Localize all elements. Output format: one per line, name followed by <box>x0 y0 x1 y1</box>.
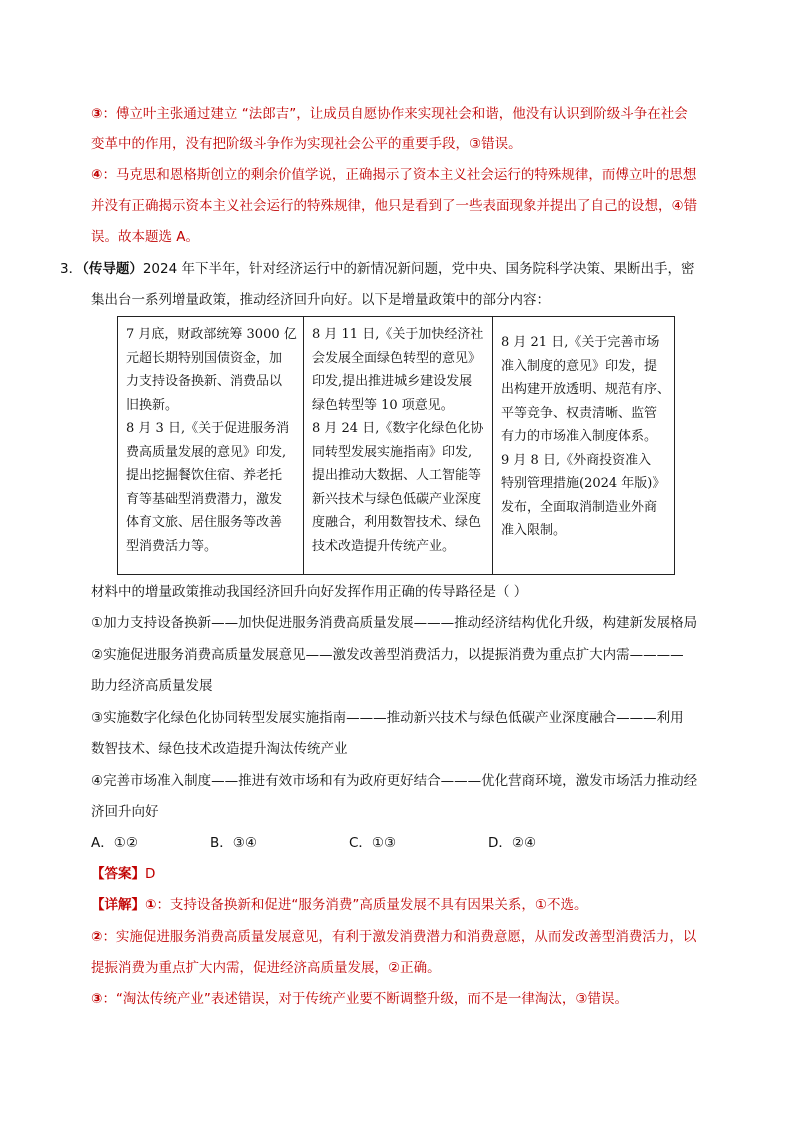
material-line: 8 月 24 日,《数字化绿色化协 <box>312 421 484 436</box>
material-line: 力支持设备换新、消费品以 <box>126 374 283 389</box>
answer-label: 【答案】 <box>91 866 145 882</box>
explanation-text: ：实施促进服务消费高质量发展意见，有利于激发消费潜力和消费意愿，从而发改善型消费活力，以 <box>102 929 697 945</box>
question-stem-line-2: 集出台一系列增量政策，推动经济回升向好。以下是增量政策中的部分内容： <box>91 292 550 308</box>
option-2-line-2: 助力经济高质量发展 <box>91 678 213 694</box>
material-line: 准入制度的意见》印发，提 <box>501 358 658 374</box>
option-3-line-1: ③实施数字化绿色化协同转型发展实施指南———推动新兴技术与绿色低碳产业深度融合———利用 <box>91 710 684 726</box>
material-line: 8 月 11 日,《关于加快经济社 <box>312 327 484 342</box>
explanation-text: ：支持设备换新和促进“服务消费”高质量发展不具有因果关系，①不选。 <box>156 897 588 913</box>
analysis-item-4-line-2: 并没有正确揭示资本主义社会运行的特殊规律，他只是看到了一些表面现象并提出了自己的设想，④错 <box>91 198 698 214</box>
explanation-text: ：“淘汰传统产业”表述错误，对于传统产业要不断调整升级，而不是一律淘汰，③错误。 <box>102 991 629 1007</box>
choice-d: D．②④ <box>488 835 537 851</box>
material-line: 提出挖掘餐饮住宿、养老托 <box>126 468 283 483</box>
item-marker: ③ <box>91 991 103 1007</box>
material-line: 技术改造提升传统产业。 <box>312 538 456 554</box>
material-line: 出构建开放透明、规范有序、 <box>501 382 671 397</box>
material-line: 旧换新。 <box>126 397 179 413</box>
material-cell-3 <box>493 317 675 575</box>
material-line: 会发展全面绿色转型的意见》 <box>312 350 482 366</box>
material-line: 8 月 21 日,《关于完善市场 <box>501 335 660 350</box>
material-line: 育等基础型消费潜力，激发 <box>126 491 283 507</box>
option-4-line-1: ④完善市场准入制度——推进有效市场和有为政府更好结合———优化营商环境，激发市场活力推动经 <box>91 773 698 789</box>
analysis-item-3-line-2: 变革中的作用，没有把阶级斗争作为实现社会公平的重要手段，③错误。 <box>91 136 522 152</box>
material-line: 绿色转型等 10 项意见。 <box>312 397 454 413</box>
item-marker: ② <box>91 929 103 945</box>
answer-line <box>91 864 155 884</box>
material-line: 有力的市场准入制度体系。 <box>501 429 658 444</box>
material-line: 费高质量发展的意见》印发, <box>126 444 287 460</box>
material-line: 印发,提出推进城乡建设发展 <box>312 374 473 389</box>
answer-value: D <box>145 866 156 882</box>
material-cell-1 <box>118 317 304 575</box>
explanation-2-line-1 <box>91 927 696 947</box>
material-line: 特别管理措施(2024 年版)》 <box>501 476 666 491</box>
option-3-line-2: 数智技术、绿色技术改造提升淘汰传统产业 <box>91 741 348 757</box>
analysis-text: ：傅立叶主张通过建立 “法郎吉”，让成员自愿协作来实现社会和谐，他没有认识到阶级斗争在社会 <box>102 106 688 122</box>
material-line: 7 月底，财政部统筹 3000 亿 <box>126 327 297 342</box>
item-marker: ③ <box>91 106 103 122</box>
material-line: 同转型发展实施指南》印发, <box>312 444 473 460</box>
material-table <box>117 316 675 575</box>
material-line: 新兴技术与绿色低碳产业深度 <box>312 491 482 507</box>
choice-a: A．①② <box>91 835 138 851</box>
material-line: 型消费活力等。 <box>126 538 218 554</box>
material-line: 元超长期特别国债资金，加 <box>126 350 283 366</box>
explanation-3-line-1 <box>91 989 628 1009</box>
question-number: 3． <box>60 261 83 277</box>
analysis-item-3-line-1 <box>91 104 688 124</box>
question-tag: （传导题） <box>82 261 143 277</box>
choice-c: C．①③ <box>349 835 397 851</box>
analysis-item-4-line-1 <box>91 165 696 185</box>
material-line: 8 月 3 日,《关于促进服务消 <box>126 421 290 436</box>
option-2-line-1: ②实施促进服务消费高质量发展意见——激发改善型消费活力，以提振消费为重点扩大内需———— <box>91 647 684 663</box>
stem-text: 2024 年下半年，针对经济运行中的新情况新问题，党中央、国务院科学决策、果断出手，密 <box>142 261 695 277</box>
material-line: 平等竞争、权责清晰、监管 <box>501 405 658 421</box>
material-line: 度融合，利用数智技术、绿色 <box>312 515 482 530</box>
material-line: 体育文旅、居住服务等改善 <box>126 515 283 530</box>
question-stem-line-1 <box>60 259 695 279</box>
option-4-line-2: 济回升向好 <box>91 804 159 820</box>
material-line: 发布，全面取消制造业外商 <box>501 499 658 515</box>
material-line: 提出推动大数据、人工智能等 <box>312 468 482 483</box>
choice-b: B．③④ <box>210 835 257 851</box>
option-1: ①加力支持设备换新——加快促进服务消费高质量发展———推动经济结构优化升级，构建新发展格局 <box>91 615 698 631</box>
item-marker: ① <box>145 897 157 913</box>
material-line: 准入限制。 <box>501 523 567 538</box>
explanation-label: 【详解】 <box>91 897 145 913</box>
question-prompt: 材料中的增量政策推动我国经济回升向好发挥作用正确的传导路径是（ ） <box>91 584 528 600</box>
analysis-item-4-line-3: 误。故本题选 A。 <box>91 229 200 245</box>
explanation-2-line-2: 提振消费为重点扩大内需，促进经济高质量发展，②正确。 <box>91 960 441 976</box>
material-line: 9 月 8 日,《外商投资准入 <box>501 452 652 468</box>
material-cell-2 <box>304 317 493 575</box>
item-marker: ④ <box>91 167 103 183</box>
analysis-text: ：马克思和恩格斯创立的剩余价值学说，正确揭示了资本主义社会运行的特殊规律，而傅立叶的思想 <box>102 167 697 183</box>
explanation-line-1 <box>91 895 588 915</box>
